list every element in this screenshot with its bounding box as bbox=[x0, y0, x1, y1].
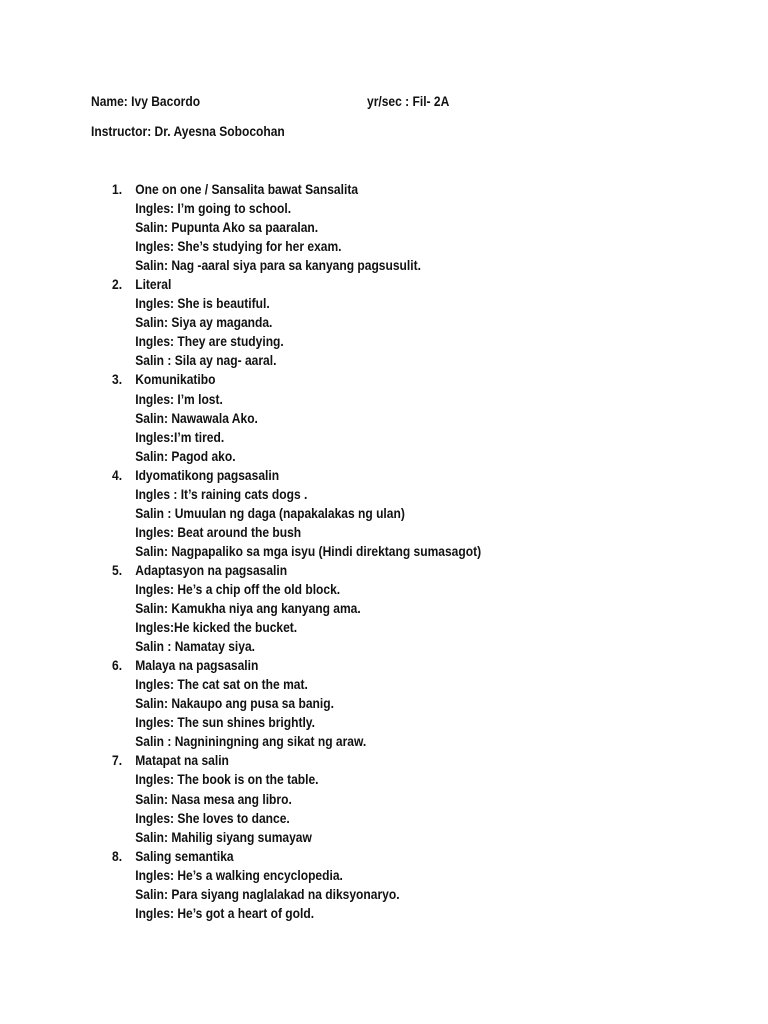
item-title-line bbox=[112, 275, 645, 294]
item-title-line bbox=[112, 561, 645, 580]
student-name: Name: Ivy Bacordo bbox=[91, 93, 201, 109]
item-title: Saling semantika bbox=[135, 847, 234, 864]
translation-line: Salin: Pupunta Ako sa paaralan. bbox=[135, 219, 319, 236]
list-item bbox=[112, 466, 732, 561]
item-title: Literal bbox=[135, 276, 172, 293]
translation-list bbox=[112, 180, 732, 923]
item-number: 1. bbox=[112, 181, 123, 197]
translation-line: Salin: Mahilig siyang sumayaw bbox=[135, 828, 312, 845]
item-number: 2. bbox=[112, 276, 123, 293]
list-item bbox=[112, 561, 732, 656]
english-line: Ingles: He’s a chip off the old block. bbox=[135, 580, 341, 597]
english-line: Ingles: She is beautiful. bbox=[135, 295, 270, 312]
english-line: Ingles: She loves to dance. bbox=[135, 809, 290, 826]
item-number: 3. bbox=[112, 371, 123, 388]
translation-line: Salin: Pagod ako. bbox=[135, 447, 236, 464]
translation-line: Salin: Kamukha niya ang kanyang ama. bbox=[135, 600, 361, 617]
translation-line: Salin : Sila ay nag- aaral. bbox=[135, 352, 277, 369]
english-line: Ingles: The sun shines brightly. bbox=[135, 714, 315, 731]
translation-line: Salin: Nawawala Ako. bbox=[135, 409, 258, 426]
english-line: Ingles: I’m lost. bbox=[135, 390, 223, 407]
translation-line: Salin: Nag -aaral siya para sa kanyang pagsusulit. bbox=[135, 257, 421, 274]
list-item bbox=[112, 180, 732, 275]
english-line: Ingles: The cat sat on the mat. bbox=[135, 676, 308, 693]
item-number: 6. bbox=[112, 657, 123, 674]
english-line: Ingles: They are studying. bbox=[135, 333, 284, 350]
list-item bbox=[112, 275, 732, 370]
translation-line: Salin: Nagpapaliko sa mga isyu (Hindi direktang sumasagot) bbox=[135, 542, 482, 559]
translation-line: Salin : Namatay siya. bbox=[135, 638, 256, 655]
item-title-line bbox=[112, 847, 645, 866]
list-item bbox=[112, 370, 732, 465]
translation-line: Salin : Umuulan ng daga (napakalakas ng ulan) bbox=[135, 504, 405, 521]
item-title-line bbox=[112, 370, 645, 389]
item-title-line bbox=[112, 656, 645, 675]
english-line: Ingles: He’s a walking encyclopedia. bbox=[135, 866, 343, 883]
instructor-name: Instructor: Dr. Ayesna Sobocohan bbox=[91, 123, 285, 139]
item-title: Komunikatibo bbox=[135, 371, 216, 388]
item-title: Idyomatikong pagsasalin bbox=[135, 466, 280, 483]
item-number: 8. bbox=[112, 847, 123, 864]
item-number: 7. bbox=[112, 752, 123, 769]
item-title-line bbox=[112, 180, 645, 199]
translation-line: Salin: Nakaupo ang pusa sa banig. bbox=[135, 695, 334, 712]
english-line: Ingles: He’s got a heart of gold. bbox=[135, 904, 315, 921]
english-line: Ingles: I’m going to school. bbox=[135, 200, 292, 217]
item-title: Adaptasyon na pagsasalin bbox=[135, 561, 288, 578]
item-title: One on one / Sansalita bawat Sansalita bbox=[135, 181, 359, 197]
translation-line: Salin: Nasa mesa ang libro. bbox=[135, 790, 292, 807]
item-title: Malaya na pagsasalin bbox=[135, 657, 259, 674]
item-number: 4. bbox=[112, 466, 123, 483]
list-item bbox=[112, 847, 732, 923]
english-line: Ingles:I’m tired. bbox=[135, 428, 225, 445]
english-line: Ingles: Beat around the bush bbox=[135, 523, 302, 540]
english-line: Ingles: She’s studying for her exam. bbox=[135, 238, 342, 255]
english-line: Ingles:He kicked the bucket. bbox=[135, 619, 298, 636]
item-number: 5. bbox=[112, 561, 123, 578]
translation-line: Salin : Nagniningning ang sikat ng araw. bbox=[135, 733, 367, 750]
item-title-line bbox=[112, 466, 645, 485]
english-line: Ingles: The book is on the table. bbox=[135, 771, 319, 788]
english-line: Ingles : It’s raining cats dogs . bbox=[135, 485, 308, 502]
item-title: Matapat na salin bbox=[135, 752, 229, 769]
list-item bbox=[112, 751, 732, 846]
item-title-line bbox=[112, 751, 645, 770]
translation-line: Salin: Para siyang naglalakad na diksyonaryo. bbox=[135, 885, 400, 902]
year-section: yr/sec : Fil- 2A bbox=[367, 93, 450, 109]
list-item bbox=[112, 656, 732, 751]
translation-line: Salin: Siya ay maganda. bbox=[135, 314, 273, 331]
